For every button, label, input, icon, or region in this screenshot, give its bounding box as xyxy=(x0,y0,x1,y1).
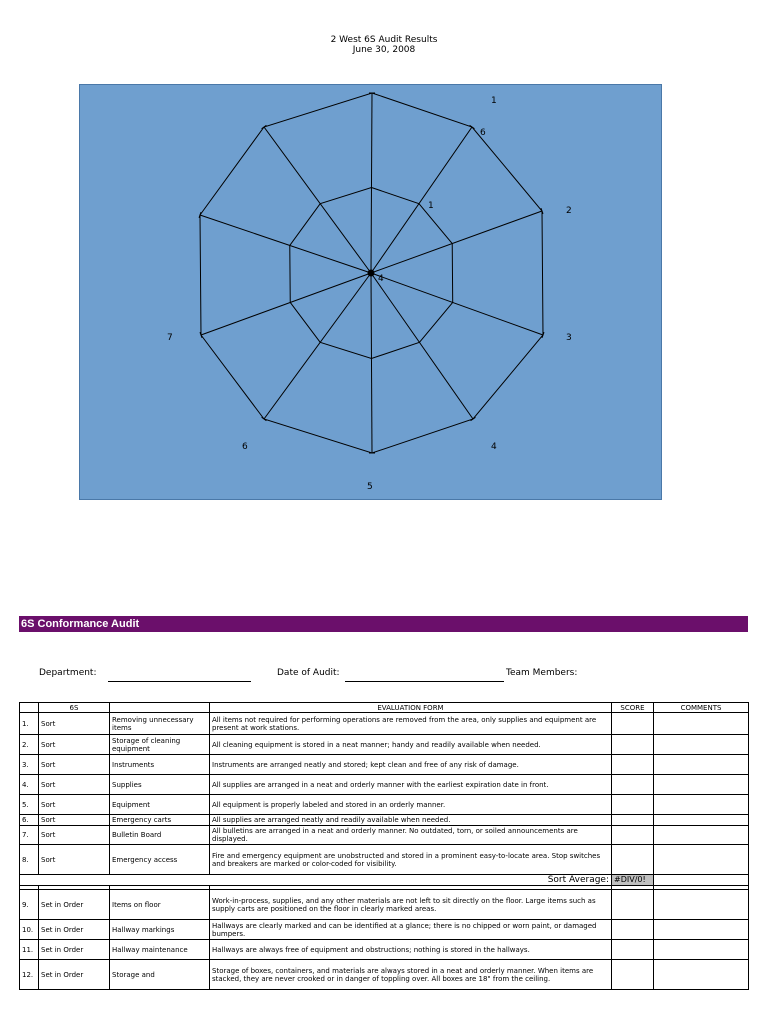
table-row xyxy=(20,890,749,920)
row-item: Equipment xyxy=(110,795,210,815)
date-of-audit-field[interactable] xyxy=(345,681,504,682)
col-num-header xyxy=(20,703,39,713)
row-description: Instruments are arranged neatly and stored; kept clean and free of any risk of damage. xyxy=(210,755,612,775)
row-score-cell[interactable] xyxy=(612,755,654,775)
radar-center-label: 4 xyxy=(378,274,384,284)
table-row xyxy=(20,775,749,795)
col-evaluation-header: EVALUATION FORM xyxy=(210,703,612,713)
row-category: Sort xyxy=(39,795,110,815)
row-number: 5. xyxy=(20,795,39,815)
sort-section xyxy=(20,713,749,875)
set-in-order-section xyxy=(20,890,749,990)
report-date: June 30, 2008 xyxy=(352,45,416,55)
department-field[interactable] xyxy=(108,681,251,682)
radar-axis-label: 4 xyxy=(491,442,497,452)
table-header-row xyxy=(20,703,749,713)
row-score-cell[interactable] xyxy=(612,795,654,815)
sort-average-label: Sort Average: xyxy=(39,875,612,886)
radar-ring-label: 6 xyxy=(480,128,486,138)
row-number: 11. xyxy=(20,940,39,960)
table-row xyxy=(20,713,749,735)
row-category: Sort xyxy=(39,845,110,875)
row-item: Removing unnecessary items xyxy=(110,713,210,735)
table-row xyxy=(20,735,749,755)
table-row xyxy=(20,960,749,990)
col-score-header: SCORE xyxy=(612,703,654,713)
table-row xyxy=(20,795,749,815)
row-description: Fire and emergency equipment are unobstructed and stored in a prominent easy-to-locate area. Stop switches and breakers are marked or color-coded for visibility. xyxy=(210,845,612,875)
row-score-cell[interactable] xyxy=(612,960,654,990)
row-score-cell[interactable] xyxy=(612,920,654,940)
row-comments-cell[interactable] xyxy=(654,755,749,775)
row-comments-cell[interactable] xyxy=(654,775,749,795)
row-description: Work-in-process, supplies, and any other materials are not left to sit directly on the floor. Large items such as supply carts are positioned on the floor in clearly marked areas. xyxy=(210,890,612,920)
radar-spoke xyxy=(371,127,472,273)
row-comments-cell[interactable] xyxy=(654,826,749,845)
row-description: All supplies are arranged in a neat and orderly manner with the earliest expiration date in front. xyxy=(210,775,612,795)
row-description: Storage of boxes, containers, and materials are always stored in a neat and orderly manner. When items are stacked, they are never crooked or in danger of toppling over. All boxes are 18" from the ceiling. xyxy=(210,960,612,990)
row-number: 6. xyxy=(20,815,39,826)
sort-average-row xyxy=(20,875,749,886)
radar-axis-label: 7 xyxy=(167,333,173,343)
row-category: Sort xyxy=(39,735,110,755)
row-description: All bulletins are arranged in a neat and orderly manner. No outdated, torn, or soiled announcements are displayed. xyxy=(210,826,612,845)
table-row xyxy=(20,826,749,845)
row-category: Sort xyxy=(39,755,110,775)
radar-chart xyxy=(79,84,662,500)
row-comments-cell[interactable] xyxy=(654,795,749,815)
table-row xyxy=(20,815,749,826)
radar-axis-label: 5 xyxy=(367,482,373,492)
radar-axis-label: 6 xyxy=(242,442,248,452)
radar-spoke xyxy=(371,211,542,273)
radar-spoke xyxy=(264,127,371,273)
row-comments-cell[interactable] xyxy=(654,815,749,826)
row-item: Storage of cleaning equipment xyxy=(110,735,210,755)
row-category: Sort xyxy=(39,713,110,735)
radar-center-point xyxy=(368,270,375,277)
date-of-audit-label: Date of Audit: xyxy=(277,668,340,678)
radar-spoke xyxy=(371,93,372,273)
row-score-cell[interactable] xyxy=(612,826,654,845)
radar-spoke xyxy=(371,273,473,419)
radar-axis-label: 3 xyxy=(566,333,572,343)
row-description: All items not required for performing operations are removed from the area, only supplies and equipment are present at work stations. xyxy=(210,713,612,735)
row-category: Set in Order xyxy=(39,890,110,920)
row-score-cell[interactable] xyxy=(612,890,654,920)
row-comments-cell[interactable] xyxy=(654,940,749,960)
row-number: 1. xyxy=(20,713,39,735)
radar-ring-label: 1 xyxy=(428,201,434,211)
row-number: 3. xyxy=(20,755,39,775)
row-number: 2. xyxy=(20,735,39,755)
row-comments-cell[interactable] xyxy=(654,735,749,755)
row-comments-cell[interactable] xyxy=(654,890,749,920)
radar-spoke xyxy=(264,273,371,419)
col-item-header xyxy=(110,703,210,713)
table-row xyxy=(20,920,749,940)
row-number: 9. xyxy=(20,890,39,920)
row-score-cell[interactable] xyxy=(612,775,654,795)
radar-axis-label: 1 xyxy=(491,96,497,106)
table-row xyxy=(20,845,749,875)
row-comments-cell[interactable] xyxy=(654,920,749,940)
row-item: Supplies xyxy=(110,775,210,795)
table-row xyxy=(20,940,749,960)
row-category: Set in Order xyxy=(39,920,110,940)
sort-average-value: #DIV/0! xyxy=(612,875,654,886)
col-comments-header: COMMENTS xyxy=(654,703,749,713)
radar-axis-label: 2 xyxy=(566,206,572,216)
row-item: Emergency access xyxy=(110,845,210,875)
row-item: Hallway markings xyxy=(110,920,210,940)
row-category: Set in Order xyxy=(39,940,110,960)
row-description: All supplies are arranged neatly and readily available when needed. xyxy=(210,815,612,826)
row-comments-cell[interactable] xyxy=(654,845,749,875)
row-description: Hallways are clearly marked and can be identified at a glance; there is no chipped or worn paint, or damaged bumpers. xyxy=(210,920,612,940)
row-category: Sort xyxy=(39,826,110,845)
row-number: 4. xyxy=(20,775,39,795)
row-item: Storage and xyxy=(110,960,210,990)
col-6s-header: 6S xyxy=(39,703,110,713)
row-number: 12. xyxy=(20,960,39,990)
row-score-cell[interactable] xyxy=(612,815,654,826)
row-description: All cleaning equipment is stored in a neat manner; handy and readily available when needed. xyxy=(210,735,612,755)
table-row xyxy=(20,755,749,775)
row-number: 8. xyxy=(20,845,39,875)
row-score-cell[interactable] xyxy=(612,713,654,735)
row-item: Items on floor xyxy=(110,890,210,920)
radar-spoke xyxy=(200,215,371,273)
row-comments-cell[interactable] xyxy=(654,960,749,990)
row-score-cell[interactable] xyxy=(612,940,654,960)
row-number: 7. xyxy=(20,826,39,845)
row-item: Instruments xyxy=(110,755,210,775)
row-number: 10. xyxy=(20,920,39,940)
row-item: Emergency carts xyxy=(110,815,210,826)
audit-banner: 6S Conformance Audit xyxy=(19,616,748,632)
row-score-cell[interactable] xyxy=(612,845,654,875)
row-description: Hallways are always free of equipment and obstructions; nothing is stored in the hallways. xyxy=(210,940,612,960)
row-category: Sort xyxy=(39,775,110,795)
radar-spoke xyxy=(371,273,543,335)
department-label: Department: xyxy=(39,668,97,678)
row-score-cell[interactable] xyxy=(612,735,654,755)
row-item: Bulletin Board xyxy=(110,826,210,845)
row-comments-cell[interactable] xyxy=(654,713,749,735)
radar-spoke xyxy=(371,273,372,453)
row-category: Sort xyxy=(39,815,110,826)
report-title: 2 West 6S Audit Results xyxy=(330,35,438,45)
row-item: Hallway maintenance xyxy=(110,940,210,960)
team-members-label: Team Members: xyxy=(506,668,578,678)
row-category: Set in Order xyxy=(39,960,110,990)
radar-chart-svg xyxy=(80,85,661,499)
radar-spoke xyxy=(201,273,371,335)
audit-table xyxy=(19,702,749,990)
row-description: All equipment is properly labeled and stored in an orderly manner. xyxy=(210,795,612,815)
